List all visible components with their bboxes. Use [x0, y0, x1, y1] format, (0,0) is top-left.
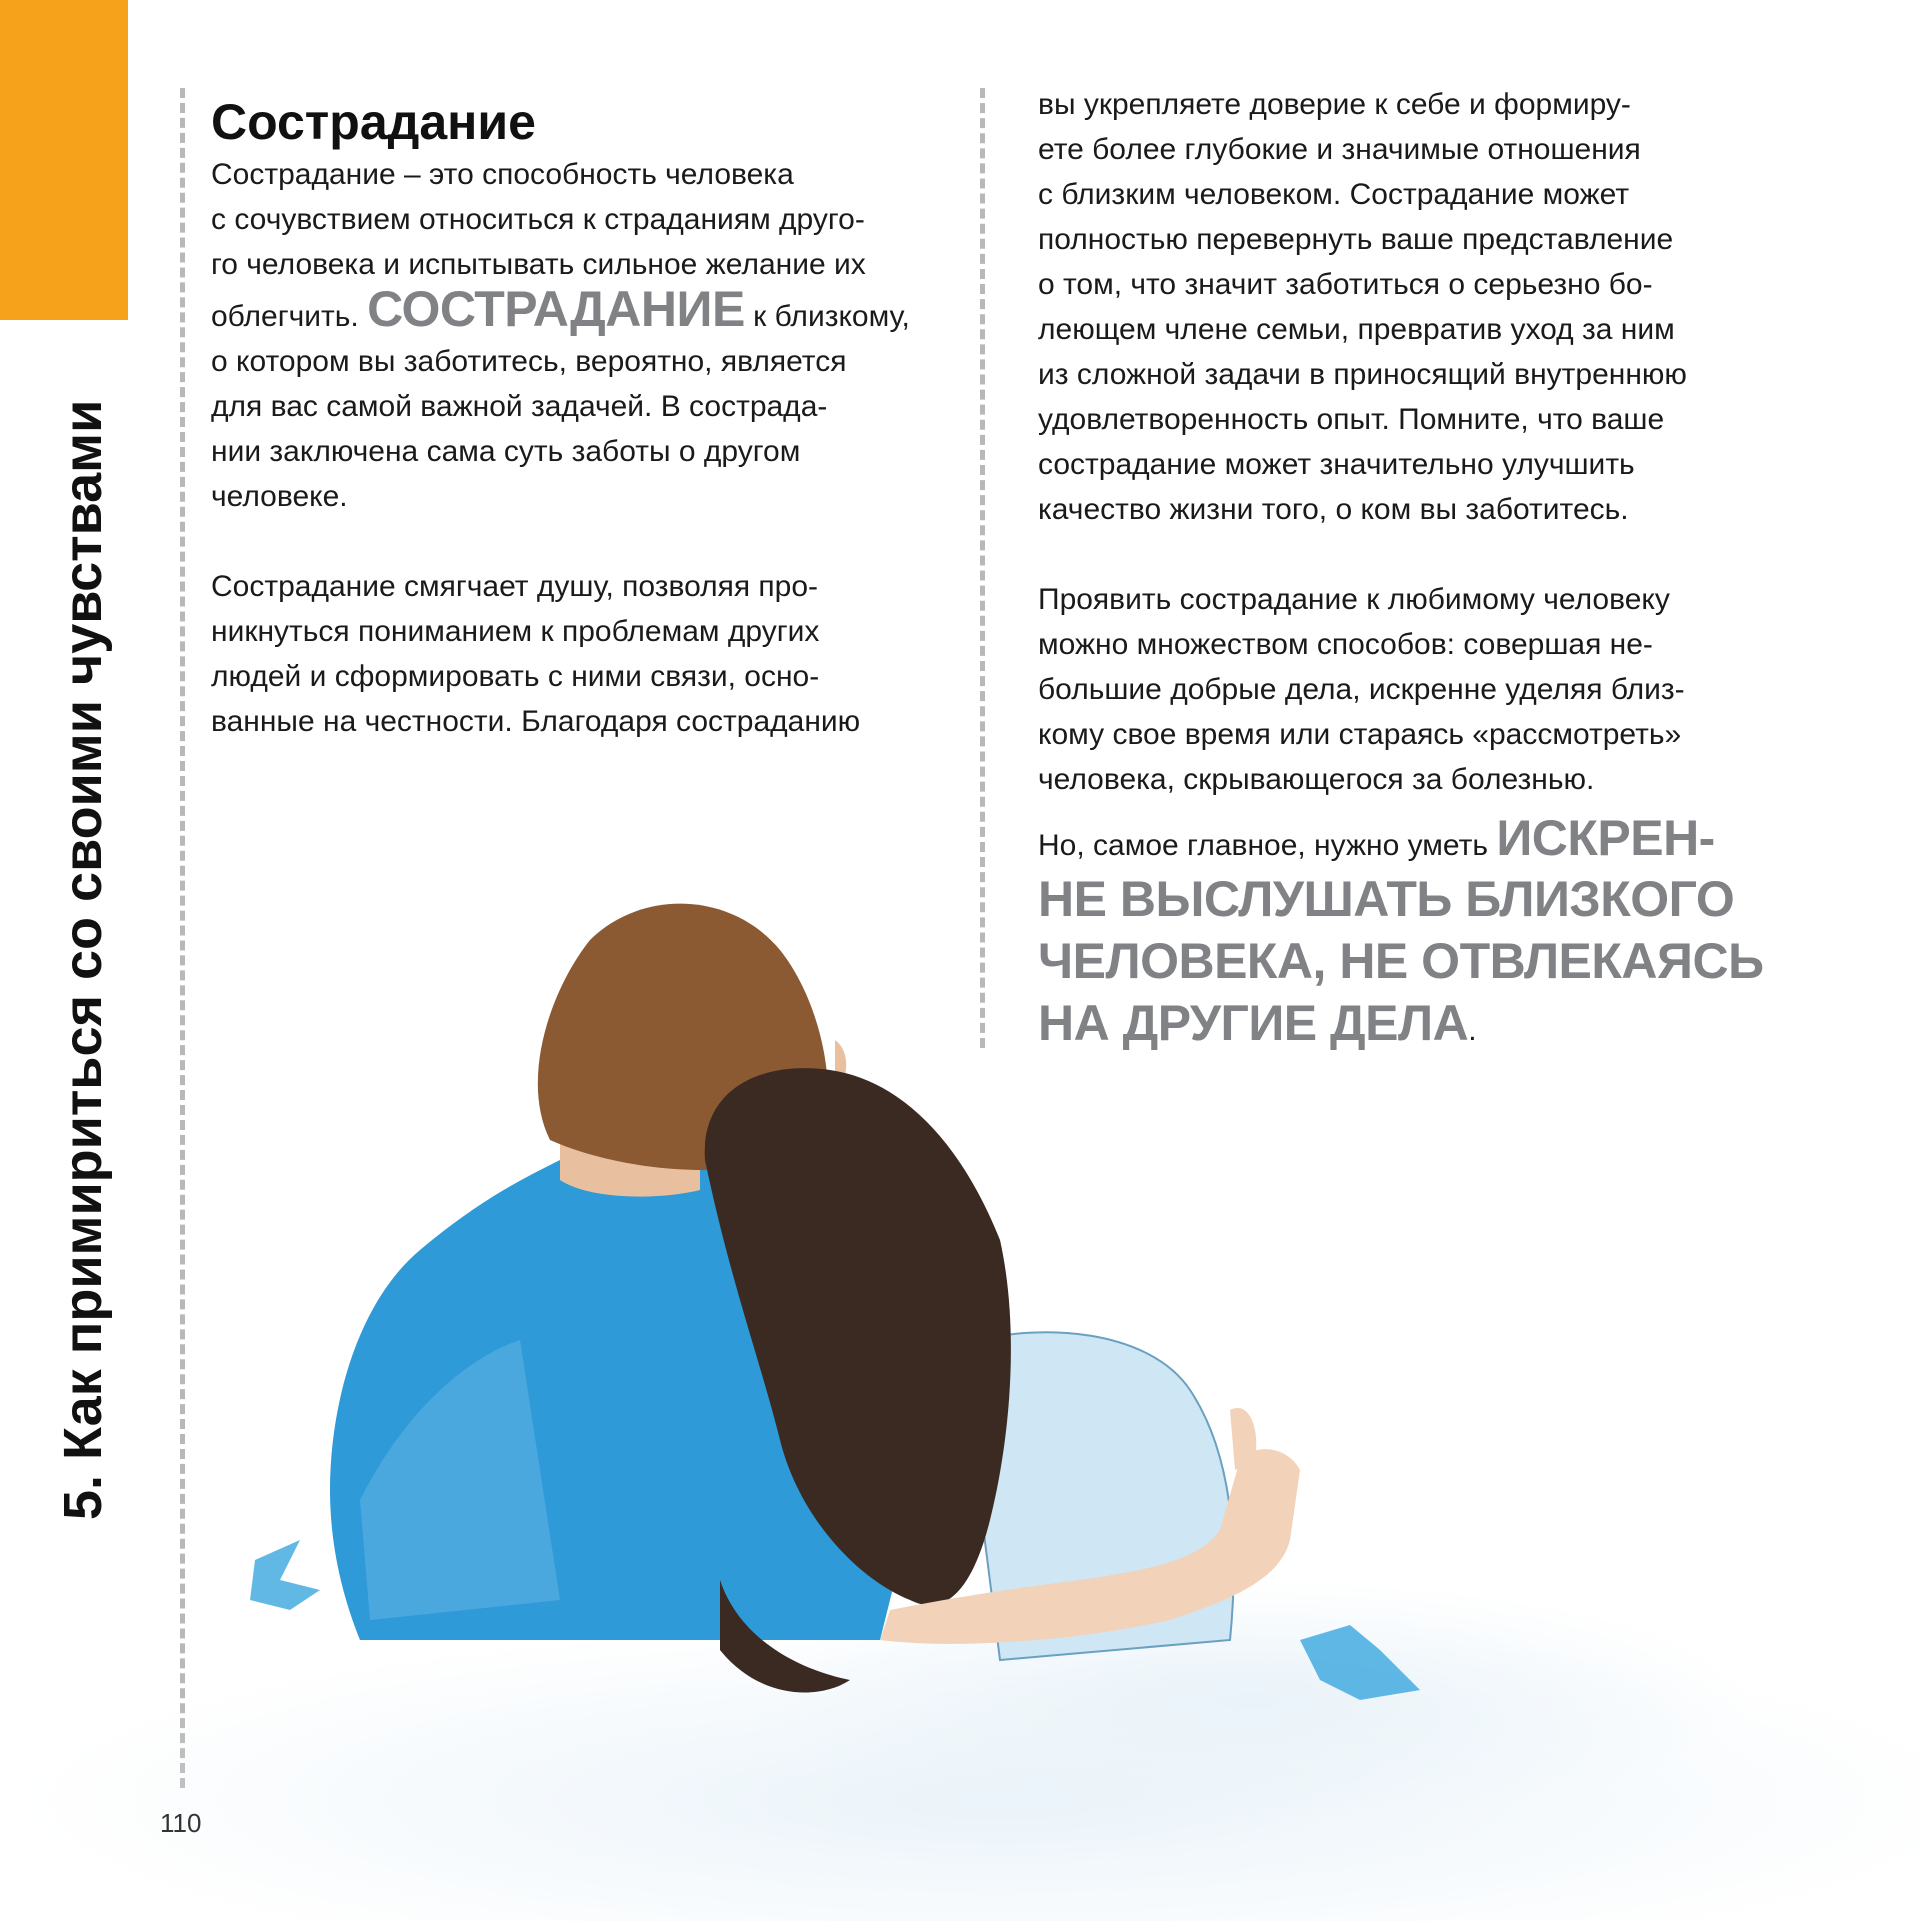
paragraph-1 — [211, 152, 951, 519]
text-line: полностью перевернуть ваше представление — [1038, 223, 1674, 256]
text-line: большие добрые дела, искренне уделяя близ- — [1038, 673, 1685, 706]
text-line: го человека и испытывать сильное желание их — [211, 248, 866, 281]
text-line: к близкому, — [753, 300, 910, 333]
text-line: из сложной задачи в приносящий внутреннюю — [1038, 358, 1687, 391]
text-line: о том, что значит заботиться о серьезно бо- — [1038, 268, 1653, 301]
text-line: вы укрепляете доверие к себе и формиру- — [1038, 88, 1631, 121]
emphasis-word: СОСТРАДАНИЕ — [367, 281, 745, 337]
paragraph-5 — [1038, 810, 1808, 1054]
text-line: нии заключена сама суть заботы о другом — [211, 435, 801, 468]
text-line: леющем члене семьи, превратив уход за ним — [1038, 313, 1675, 346]
text-line: о котором вы заботитесь, вероятно, является — [211, 345, 847, 378]
paragraph-3 — [1038, 82, 1808, 532]
text-line: кому свое время или стараясь «рассмотреть» — [1038, 718, 1682, 751]
text-line: Сострадание – это способность человека — [211, 158, 794, 191]
text-line: облегчить. — [211, 300, 359, 333]
text-line: с сочувствием относиться к страданиям друго- — [211, 203, 865, 236]
emphasis-text: ЧЕЛОВЕКА, НЕ ОТВЛЕКАЯСЬ — [1038, 933, 1764, 989]
text-line: никнуться пониманием к проблемам других — [211, 615, 820, 648]
paragraph-2 — [211, 564, 951, 744]
text-line: человеке. — [211, 480, 348, 513]
text-line: качество жизни того, о ком вы заботитесь. — [1038, 493, 1629, 526]
left-column — [211, 92, 951, 744]
emphasis-text: НА ДРУГИЕ ДЕЛА — [1038, 995, 1469, 1051]
text-line: для вас самой важной задачей. В сострада- — [211, 390, 828, 423]
text-line: человека, скрывающегося за болезнью. — [1038, 763, 1595, 796]
text-line: можно множеством способов: совершая не- — [1038, 628, 1653, 661]
chapter-title: 5. Как примириться со своими чувствами — [53, 399, 113, 1520]
page-number: 110 — [160, 1808, 202, 1838]
paragraph-4 — [1038, 577, 1808, 802]
text-line: людей и сформировать с ними связи, осно- — [211, 660, 820, 693]
woman-hand — [1230, 1408, 1256, 1470]
text-line: Сострадание смягчает душу, позволяя про- — [211, 570, 819, 603]
emphasis-text: ИСКРЕН- — [1496, 810, 1715, 866]
emphasis-text: НЕ ВЫСЛУШАТЬ БЛИЗКОГО — [1038, 871, 1735, 927]
paint-splash-left — [250, 1540, 320, 1610]
period: . — [1468, 1014, 1477, 1047]
text-line: Но, самое главное, нужно уметь — [1038, 829, 1488, 862]
text-line: с близким человеком. Сострадание может — [1038, 178, 1630, 211]
section-heading: Сострадание — [211, 94, 536, 150]
text-line: Проявить сострадание к любимому человеку — [1038, 583, 1670, 616]
text-line: удовлетворенность опыт. Помните, что ваше — [1038, 403, 1665, 436]
text-line: ванные на честности. Благодаря состраданию — [211, 705, 861, 738]
text-line: ете более глубокие и значимые отношения — [1038, 133, 1641, 166]
right-column — [1038, 82, 1808, 1054]
text-line: сострадание может значительно улучшить — [1038, 448, 1635, 481]
